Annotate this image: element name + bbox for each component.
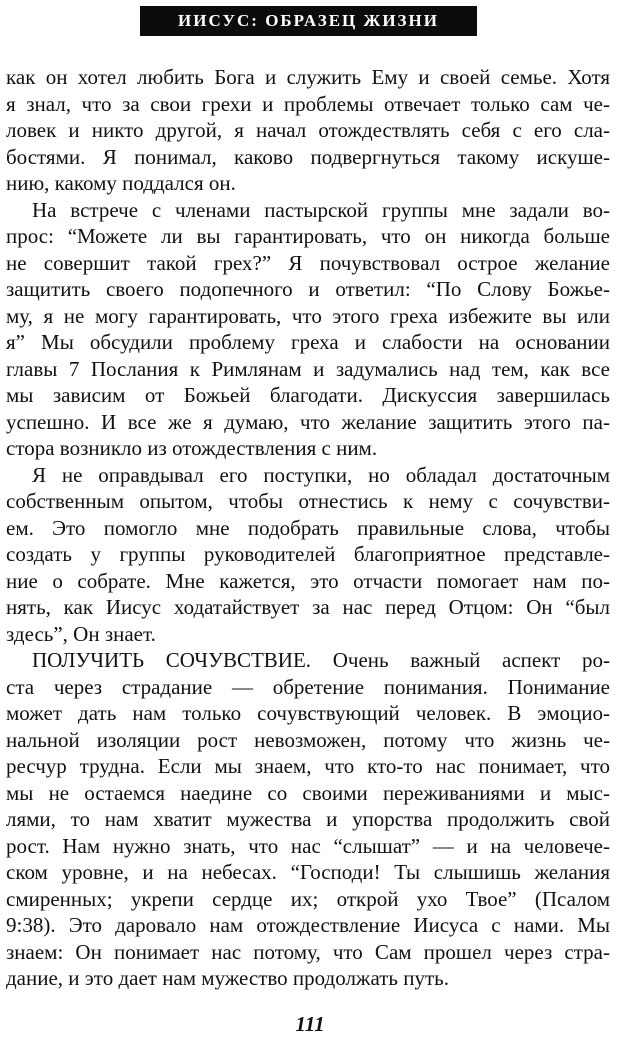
text-line: может дать нам только сочувствующий человек. В эмоцио- bbox=[6, 701, 610, 725]
text-line: нять, как Иисус ходатайствует за нас перед Отцом: Он “был bbox=[6, 595, 610, 619]
text-line: ловек и никто другой, я начал отождествлять себя с его сла- bbox=[6, 118, 610, 142]
text-line: Я не оправдывал его поступки, но обладал достаточным bbox=[32, 462, 610, 487]
text-line: главы 7 Послания к Римлянам и задумались над тем, как все bbox=[6, 356, 610, 381]
body-text bbox=[6, 64, 610, 992]
text-line: ста через страдание — обретение понимания. Понимание bbox=[6, 674, 610, 699]
text-line: здесь”, Он знает. bbox=[6, 621, 156, 646]
text-line: мы зависим от Божьей благодати. Дискуссия завершилась bbox=[6, 383, 610, 407]
text-line: стора возникло из отождествления с ним. bbox=[6, 436, 378, 460]
text-line: нальной изоляции рост невозможен, потому что жизнь че- bbox=[6, 727, 610, 752]
text-line: я знал, что за свои грехи и проблемы отвечает только сам че- bbox=[6, 91, 610, 116]
text-line: смиренных; укрепи сердце их; открой ухо Твое” (Псалом bbox=[6, 886, 610, 911]
text-line: собственным опытом, чтобы отнестись к нему с сочувстви- bbox=[6, 489, 610, 513]
text-line: ние о собрате. Мне кажется, это отчасти помогает нам по- bbox=[6, 568, 610, 593]
text-line: му, я не могу гарантировать, что этого греха избежите вы или bbox=[6, 303, 610, 328]
text-line: дание, и это дает нам мужество продолжать путь. bbox=[6, 966, 449, 990]
text-line: ем. Это помогло мне подобрать правильные слова, чтобы bbox=[6, 515, 610, 540]
text-line: ПОЛУЧИТЬ СОЧУВСТВИЕ. Очень важный аспект ро- bbox=[32, 648, 610, 672]
text-line: 9:38). Это даровало нам отождествление Иисуса с нами. Мы bbox=[6, 913, 610, 937]
text-line: На встрече с членами пастырской группы мне задали во- bbox=[32, 197, 610, 222]
text-line: знаем: Он понимает нас потому, что Сам прошел через стра- bbox=[6, 939, 610, 964]
text-line: не совершит такой грех?” Я почувствовал острое желание bbox=[6, 250, 610, 275]
text-line: бостями. Я понимал, каково подвергнуться такому искуше- bbox=[6, 144, 610, 169]
text-line: ском уровне, и на небесах. “Господи! Ты слышишь желания bbox=[6, 860, 610, 884]
text-line: мы не остаемся наедине со своими переживаниями и мыс- bbox=[6, 780, 610, 805]
text-line: лями, то нам хватит мужества и упорства продолжить свой bbox=[6, 807, 610, 831]
text-line: прос: “Можете ли вы гарантировать, что он никогда больше bbox=[6, 224, 610, 248]
text-line: создать у группы руководителей благоприятное представле- bbox=[6, 542, 610, 566]
text-line: нию, какому поддался он. bbox=[6, 171, 236, 195]
text-line: защитить своего подопечного и ответил: “По Слову Божье- bbox=[6, 277, 610, 301]
text-line: рост. Нам нужно знать, что нас “слышат” — и на человече- bbox=[6, 833, 610, 858]
page-number: 111 bbox=[295, 1012, 325, 1036]
text-line: успешно. И все же я думаю, что желание защитить этого па- bbox=[6, 409, 610, 434]
text-line: как он хотел любить Бога и служить Ему и своей семье. Хотя bbox=[6, 65, 610, 89]
text-line: я” Мы обсудили проблему греха и слабости на основании bbox=[6, 330, 610, 354]
running-title: ИИСУС: ОБРАЗЕЦ ЖИЗНИ bbox=[140, 6, 477, 36]
text-line: ресчур трудна. Если мы знаем, что кто-то нас понимает, что bbox=[6, 754, 610, 778]
